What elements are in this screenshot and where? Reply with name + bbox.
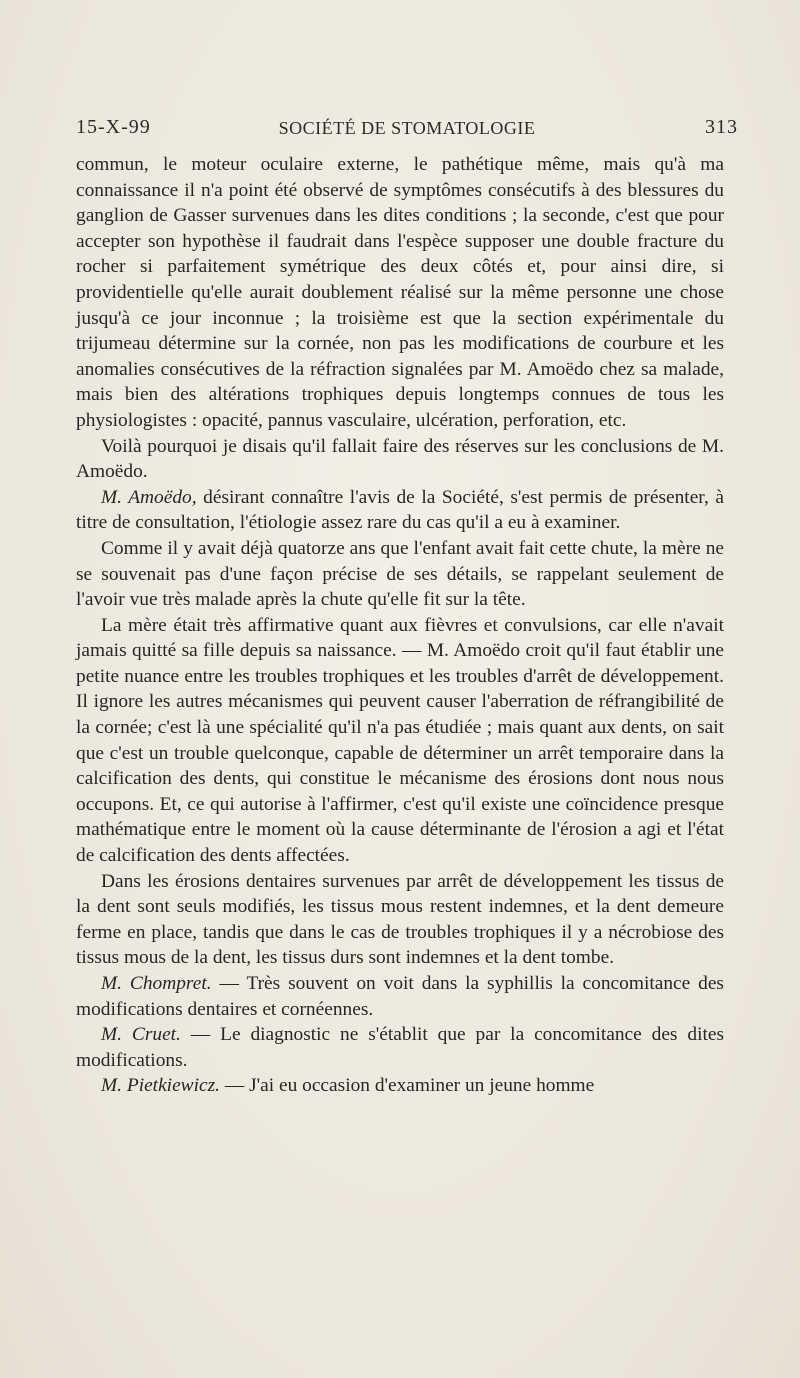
page-number: 313 — [705, 116, 738, 138]
paragraph — [76, 1073, 724, 1099]
speaker-name: M. Chompret. — [101, 973, 212, 994]
paragraph-text: — Le diagnostic ne s'établit que par la concomitance des dites modifications. — [76, 1024, 724, 1071]
paragraph — [76, 152, 724, 434]
page-body — [76, 152, 724, 1099]
paragraph-text: Comme il y avait déjà quatorze ans que l'enfant avait fait cette chute, la mère ne se souvenait pas d'une façon précise de ses détails, se rappelant seulement de l'avoir vue très malade après la chute qu'elle fit sur la tête. — [76, 537, 724, 611]
paragraph-text: commun, le moteur oculaire externe, le pathétique même, mais qu'à ma connaissance il n'a point été observé de symptômes consécutifs à des blessures du ganglion de Gasser survenues dans les dites conditions ; la seconde, c'est que pour accepter son hypothèse il faudrait dans l'espèce supposer une double fracture du rocher si parfaitement symétrique des deux côtés et, pour ainsi dire, si providentielle qu'elle aurait doublement réalisé sur la même personne une chose jusqu'à ce jour inconnue ; la troisième est que la section expérimentale du trijumeau détermine sur la cornée, non pas les modifications de courbure et les anomalies consécutives de la réfraction signalées par M. Amoëdo chez sa malade, mais bien des altérations trophiques depuis longtemps connues de tous les physiologistes : opacité, pannus vasculaire, ulcération, perforation, etc. — [76, 154, 724, 431]
paragraph — [76, 613, 724, 869]
paragraph-text: désirant connaître l'avis de la Société, s'est permis de présenter, à titre de consultation, l'étiologie assez rare du cas qu'il a eu à examiner. — [76, 486, 724, 534]
paragraph — [76, 971, 724, 1022]
paragraph — [76, 1022, 724, 1073]
paragraph-text: Voilà pourquoi je disais qu'il fallait faire des réserves sur les conclusions de M. Amoëdo. — [76, 435, 724, 483]
paragraph-text: Dans les érosions dentaires survenues par arrêt de développement les tissus de la dent sont seuls modifiés, les tissus mous restent indemnes, et la dent demeure ferme en place, tandis que dans le cas de troubles trophiques il y a nécrobiose des tissus mous de la dent, les tissus durs sont indemnes et la dent tombe. — [76, 870, 724, 969]
paragraph-text: — J'ai eu occasion d'examiner un jeune homme — [224, 1075, 595, 1097]
header-title: SOCIÉTÉ DE STOMATOLOGIE — [278, 118, 536, 138]
paragraph — [76, 869, 724, 971]
paragraph — [76, 434, 724, 485]
paragraph — [76, 485, 724, 536]
header-date: 15-X-99 — [76, 116, 151, 138]
paragraph — [76, 536, 724, 613]
paragraph-text: La mère était très affirmative quant aux fièvres et convulsions, car elle n'avait jamais quitté sa fille depuis sa naissance. — M. Amoëdo croit qu'il faut établir une petite nuance entre les troubles trophiques et les troubles d'arrêt de développement. Il ignore les autres mécanismes qui peuvent causer l'aberration de réfrangibilité de la cornée; c'est là une spécialité qu'il n'a pas étudiée ; mais quant aux dents, on sait que c'est un trouble quelconque, capable de déterminer un arrêt temporaire dans la calcification des dents, qui constitue le mécanisme des érosions dont nous nous occupons. Et, ce qui autorise à l'affirmer, c'est qu'il existe une coïncidence presque mathématique entre le moment où la cause déterminante de l'érosion a agi et l'état de calcification des dents affectées. — [76, 614, 724, 867]
paragraph-text: — Très souvent on voit dans la syphillis la concomitance des modifications dentaires et cornéennes. — [76, 973, 724, 1020]
running-header — [76, 116, 738, 146]
speaker-name: M. Cruet. — [101, 1024, 181, 1046]
speaker-name: M. Pietkiewicz. — [101, 1075, 220, 1097]
speaker-name: M. Amoëdo, — [101, 486, 197, 508]
